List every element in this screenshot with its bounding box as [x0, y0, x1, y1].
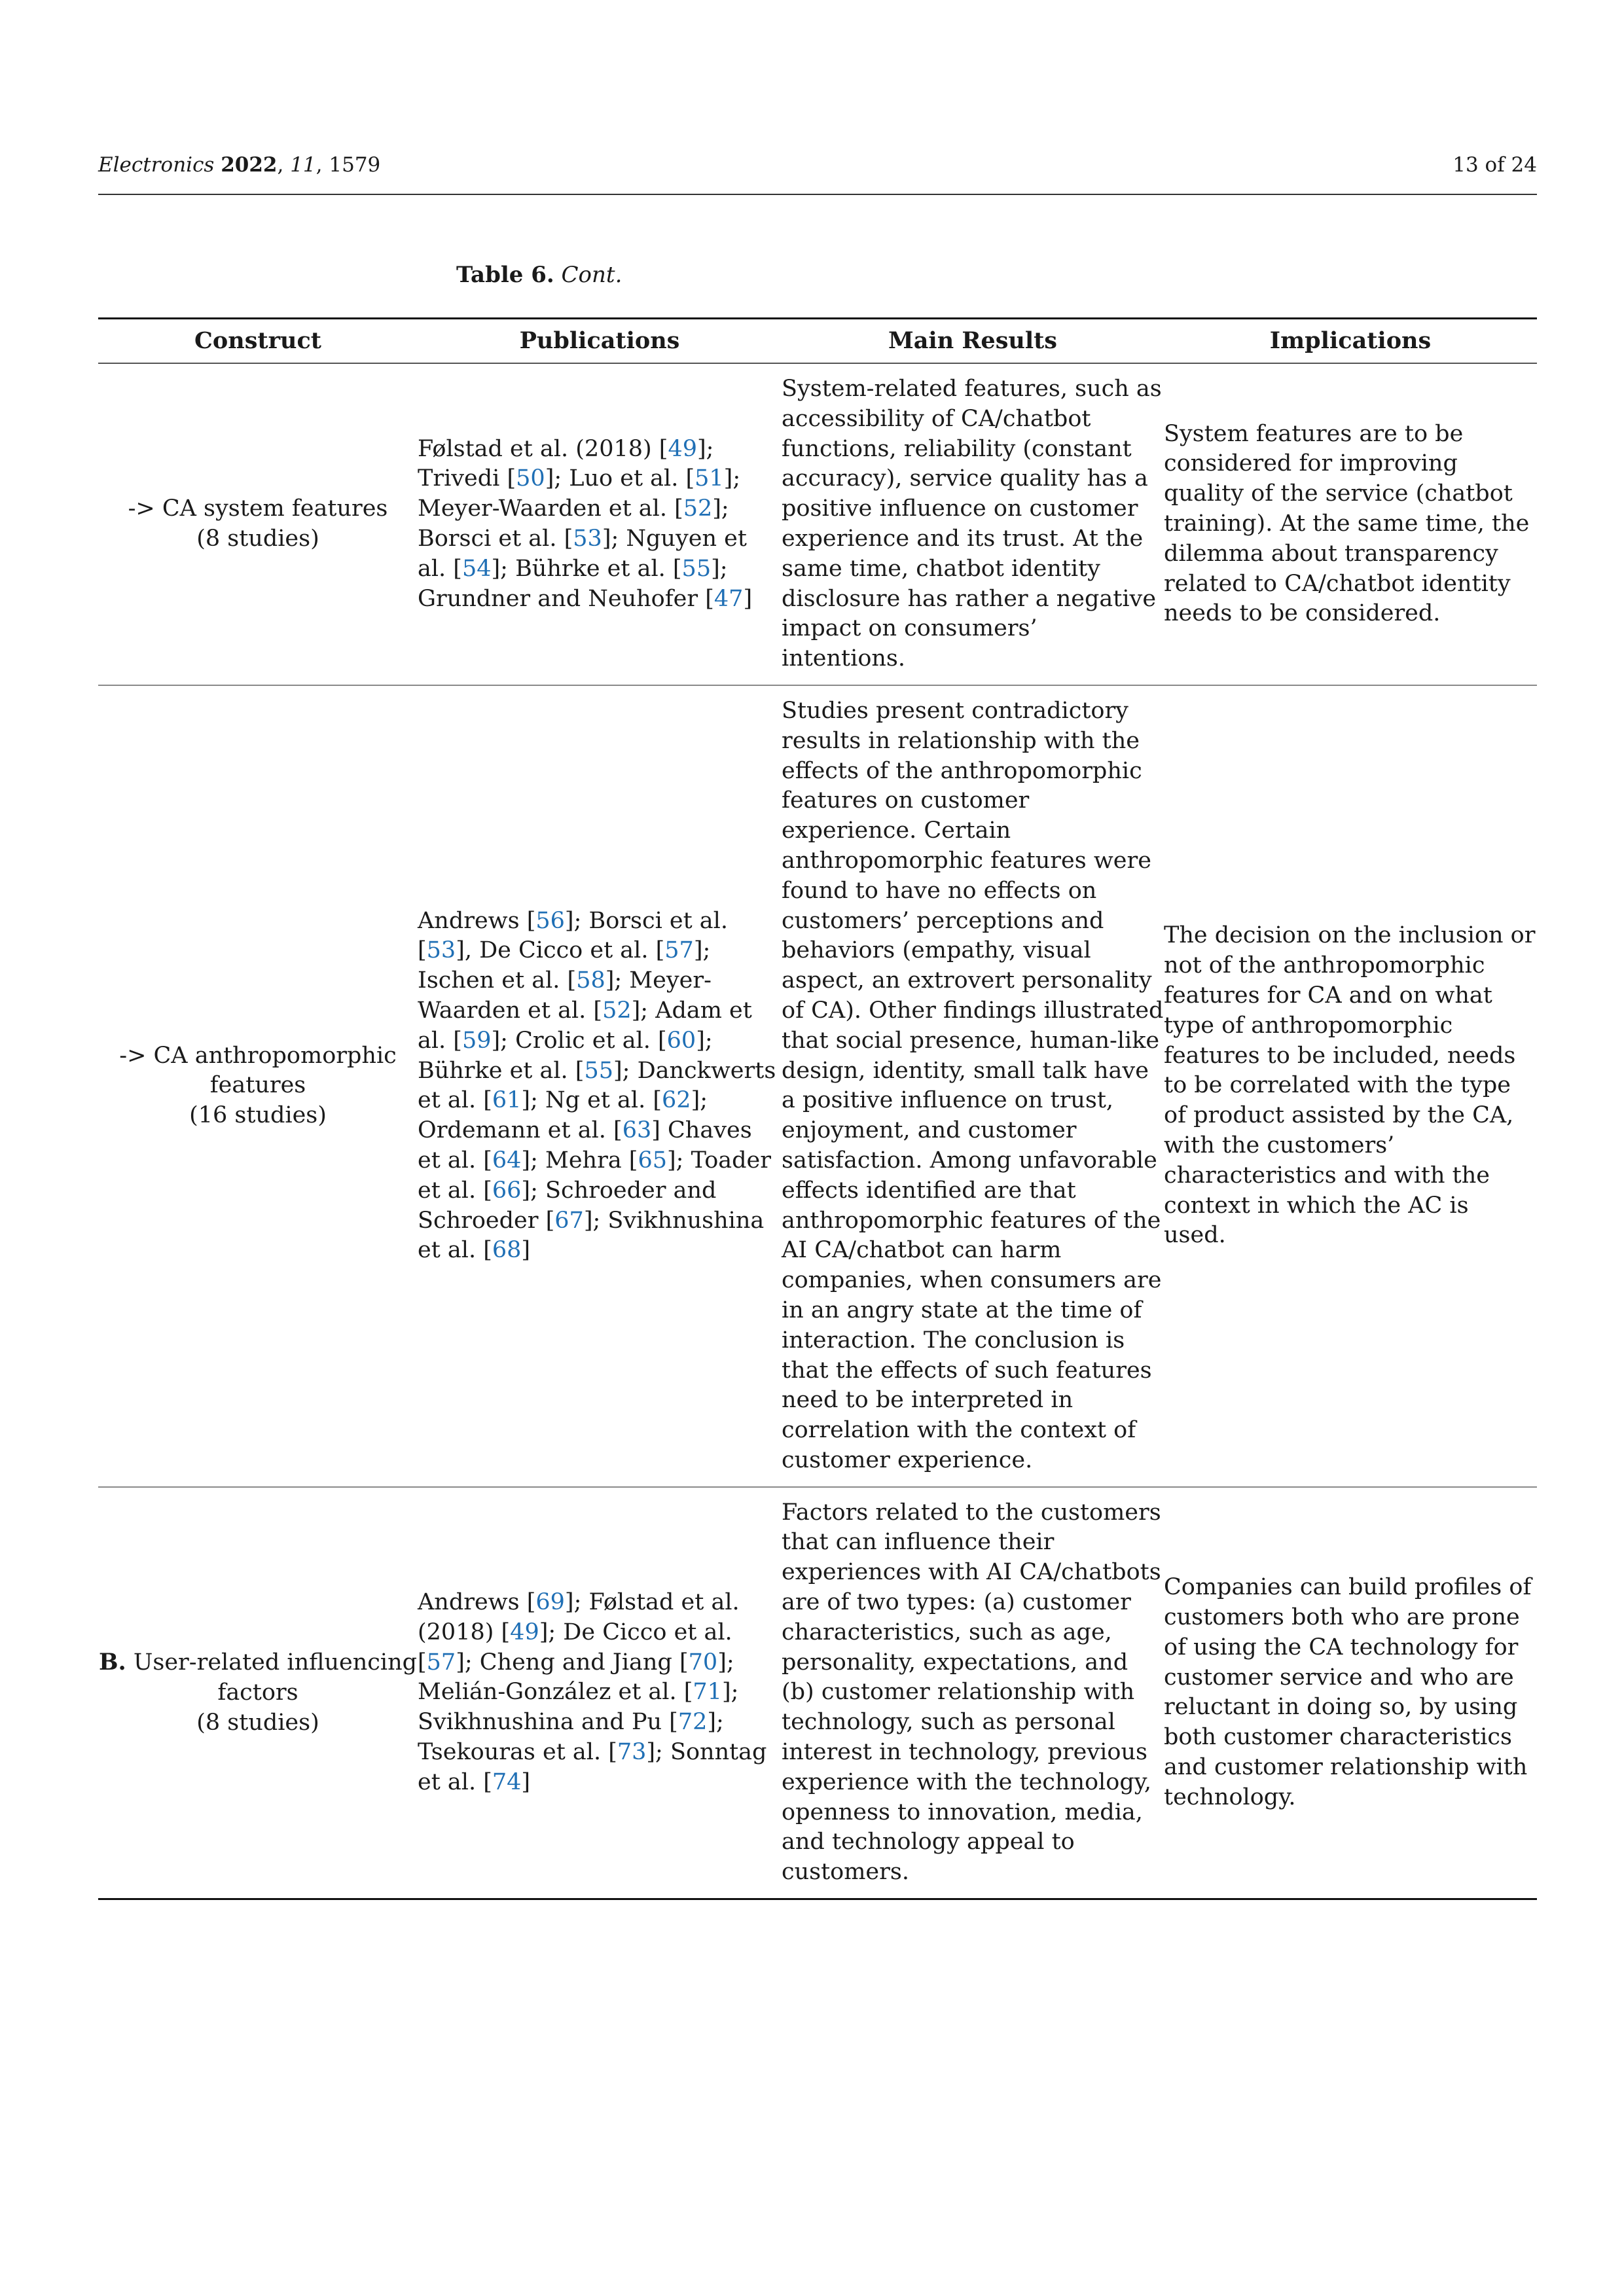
main-results-cell: Studies present contradictory results in relationship with the effects of the anthropomorphic features on customer experience. Certain anthropomorphic features were found to have no effects on customers’ perceptions and behaviors (empathy, visual aspect, an extrovert personality of CA). Other findings illustrated that social presence, human-like design, identity, small talk have a positive influence on trust, enjoyment, and customer satisfaction. Among unfavorable effects identified are that anthropomorphic features of the AI CA/chatbot can harm companies, when consumers are in an angry state at the time of interaction. The conclusion is that the effects of such features need to be interpreted in correlation with the context of customer experience.: [782, 685, 1164, 1487]
publication-text: ], De Cicco et al. [: [456, 937, 665, 964]
col-header-implications: Implications: [1164, 319, 1537, 364]
publication-text: ]; Bührke et al. [: [491, 555, 682, 582]
implications-cell: The decision on the inclusion or not of the anthropomorphic features for CA and on what type of anthropomorphic features to be included, needs to be correlated with the type of product assisted by the CA, with the customers’ characteristics and with the context in which the AC is used.: [1164, 685, 1537, 1487]
publication-text: ]; Svikhnushina et al. [: [418, 1207, 765, 1264]
publication-text: ]; Adam et al. [: [418, 997, 752, 1054]
table-label: Table 6.: [456, 262, 554, 288]
publication-text: ]: [743, 585, 753, 612]
study-count: (16 studies): [189, 1102, 327, 1129]
reference-link[interactable]: 73: [617, 1739, 647, 1766]
reference-link[interactable]: 56: [535, 907, 565, 934]
construct-label: [98, 1647, 418, 1708]
publication-text: ]; Trivedi [: [418, 435, 714, 492]
publication-text: ]; Svikhnushina and Pu [: [418, 1679, 739, 1736]
reference-link[interactable]: 53: [426, 937, 456, 964]
publication-text: ]; Luo et al. [: [545, 465, 695, 492]
implications-cell: Companies can build profiles of customers both who are prone of using the CA technology for customer service and who are reluctant in doing so, by using both customer characteristics and customer relationship with technology.: [1164, 1487, 1537, 1899]
main-results-cell: Factors related to the customers that can influence their experiences with AI CA/chatbots are of two types: (a) customer characteristics, such as age, personality, expectations, and (b) customer relationship with technology, such as personal interest in technology, previous experience with the technology, openness to innovation, media, and technology appeal to customers.: [782, 1487, 1164, 1899]
publication-text: ]; Bührke et al. [: [418, 1027, 713, 1084]
reference-link[interactable]: 57: [426, 1649, 456, 1676]
publication-text: ]: [521, 1237, 531, 1264]
col-header-main-results: Main Results: [782, 319, 1164, 364]
reference-link[interactable]: 51: [695, 465, 724, 492]
publication-text: ]; Meyer-Waarden et al. [: [418, 465, 741, 522]
reference-link[interactable]: 71: [693, 1679, 722, 1706]
table-header-row: [98, 319, 1537, 364]
publication-text: ]: [521, 1768, 531, 1795]
publication-text: ]; Grundner and Neuhofer [: [418, 555, 728, 612]
publications-cell: [418, 685, 782, 1487]
publications-cell: [418, 363, 782, 685]
reference-link[interactable]: 55: [584, 1057, 613, 1084]
reference-link[interactable]: 61: [492, 1087, 522, 1114]
publication-text: ]; Borsci et al. [: [418, 495, 729, 552]
publication-text: ]; Ischen et al. [: [418, 937, 711, 994]
publication-text: Følstad et al. (2018) [: [418, 435, 668, 462]
publication-text: ]; Toader et al. [: [418, 1147, 772, 1204]
main-results-cell: System-related features, such as accessibility of CA/chatbot functions, reliability (constant accuracy), service quality has a positive influence on customer experience and its trust. At the same time, chatbot identity disclosure has rather a negative impact on consumers’ intentions.: [782, 376, 1162, 672]
reference-link[interactable]: 57: [664, 937, 694, 964]
publication-text: ]; Ng et al. [: [521, 1087, 662, 1114]
reference-link[interactable]: 62: [662, 1087, 691, 1114]
publication-text: ]; Ordemann et al. [: [418, 1087, 708, 1144]
study-count: (8 studies): [196, 525, 319, 552]
reference-link[interactable]: 49: [510, 1619, 539, 1645]
reference-link[interactable]: 69: [535, 1589, 565, 1616]
publication-text: ]; Schroeder and Schroeder [: [418, 1177, 717, 1234]
construct-cell: [98, 363, 418, 685]
publication-text: ]; Tsekouras et al. [: [418, 1709, 724, 1766]
table-row: [98, 1487, 1537, 1899]
construct-label: [98, 494, 418, 524]
journal-volume: 11: [290, 153, 316, 177]
reference-link[interactable]: 52: [602, 997, 632, 1024]
journal-name: Electronics: [98, 153, 215, 177]
page-header: [98, 152, 1537, 195]
reference-link[interactable]: 50: [516, 465, 545, 492]
reference-link[interactable]: 60: [666, 1027, 696, 1054]
construct-text: User-related influencing factors: [133, 1649, 418, 1706]
publication-text: ]; Sonntag et al. [: [418, 1739, 767, 1795]
publication-text: Andrews [: [418, 1589, 536, 1616]
publication-text: Andrews [: [418, 907, 536, 934]
reference-link[interactable]: 67: [554, 1207, 584, 1234]
reference-link[interactable]: 65: [638, 1147, 668, 1174]
table-caption: [456, 260, 622, 289]
publication-text: ]; Borsci et al. [: [418, 907, 728, 964]
publications-cell: [418, 1487, 782, 1899]
publication-text: ]; Cheng and Jiang [: [456, 1649, 689, 1676]
reference-link[interactable]: 72: [677, 1709, 708, 1736]
construct-cell: [98, 685, 418, 1487]
reference-link[interactable]: 54: [461, 555, 492, 582]
construct-text: -> CA anthropomorphic features: [119, 1042, 397, 1099]
table-row: [98, 685, 1537, 1487]
publication-text: ]; Crolic et al. [: [491, 1027, 667, 1054]
reference-link[interactable]: 74: [492, 1768, 522, 1795]
publication-text: ]; Meyer-Waarden et al. [: [418, 967, 712, 1024]
results-table: [98, 317, 1537, 1900]
publication-text: ]; Mehra [: [521, 1147, 638, 1174]
construct-cell: [98, 1487, 418, 1899]
reference-link[interactable]: 64: [492, 1147, 522, 1174]
publication-text: ]; Danckwerts et al. [: [418, 1057, 776, 1114]
reference-link[interactable]: 58: [576, 967, 605, 994]
col-header-publications: Publications: [418, 319, 782, 364]
table-row: [98, 363, 1537, 685]
reference-link[interactable]: 66: [492, 1177, 522, 1204]
reference-link[interactable]: 63: [622, 1117, 652, 1144]
publication-text: ]; De Cicco et al. [: [418, 1619, 732, 1676]
journal-citation: Electronics 2022, 11, 1579: [98, 153, 381, 177]
reference-link[interactable]: 49: [668, 435, 697, 462]
col-header-construct: Construct: [98, 319, 418, 364]
publication-text: ]; Følstad et al. (2018) [: [418, 1589, 740, 1645]
construct-text: -> CA system features: [128, 495, 388, 522]
journal-year: 2022: [221, 153, 278, 177]
reference-link[interactable]: 59: [461, 1027, 492, 1054]
publication-text: ]; Nguyen et al. [: [418, 525, 747, 582]
reference-link[interactable]: 52: [683, 495, 713, 522]
reference-link[interactable]: 55: [681, 555, 712, 582]
article-number: 1579: [329, 153, 381, 177]
publication-text: ]; Melián-González et al. [: [418, 1649, 734, 1706]
construct-label: [98, 1041, 418, 1102]
implications-cell: System features are to be considered for improving quality of the service (chatbot training). At the same time, the dilemma about transparency related to CA/chatbot identity needs to be considered.: [1164, 420, 1530, 627]
reference-link[interactable]: 53: [573, 525, 602, 552]
page-number: 13 of 24: [1453, 153, 1537, 177]
table-cont-note: Cont.: [561, 262, 623, 288]
reference-link[interactable]: 47: [713, 585, 744, 612]
construct-letter: B.: [98, 1649, 126, 1676]
reference-link[interactable]: 70: [688, 1649, 718, 1676]
study-count: (8 studies): [196, 1709, 319, 1736]
publication-text: ] Chaves et al. [: [418, 1117, 752, 1174]
reference-link[interactable]: 68: [492, 1237, 522, 1264]
